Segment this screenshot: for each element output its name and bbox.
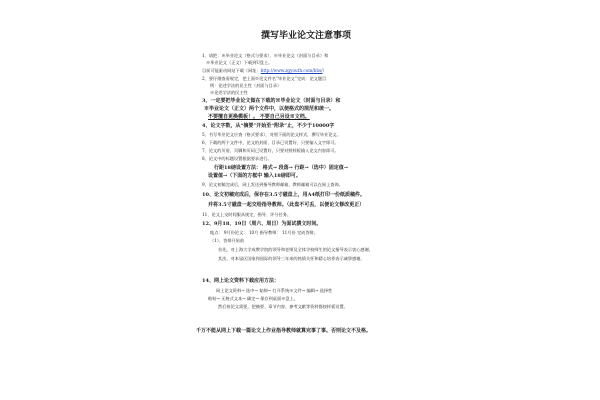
document-page — [196, 26, 416, 394]
document-line: （1）、答辩开始前 — [210, 238, 245, 243]
document-line: 粘贴→ 无格式文本→ 确定→ 保存到桌面※盘上。 — [208, 296, 298, 301]
document-line: 9、论文初稿完成后，网上发送到指导教师邮箱，教师邮箱可以在网上查询。 — [202, 182, 343, 187]
document-line: 3、一定要把毕业论文做在下载的※毕业论文（封面与目录）和 — [202, 98, 341, 104]
website-link[interactable]: http://www.zgyouth.com/bbs/ — [260, 68, 323, 73]
document-line: 其次，对本届区国家和国际的领导三年来的热情关怀和精心培养表示诚挚感谢。 — [218, 256, 365, 261]
document-line: 设置值→（下面的方框中 输入18磅即可。 — [208, 173, 301, 179]
document-line: 12、9月18、19日（周六、周日）为面试撰文时间。 — [202, 221, 322, 227]
document-line: 千万不能从网上下载一篇论文上作业指导教师就算完事了事。否则论文不及格。 — [196, 328, 372, 334]
document-line: ※毕业论文（正文）两个文件中，以便格式的规范和统一。 — [204, 106, 335, 112]
document-line: ※毕业论文（正文）下载到U盘上。 — [206, 60, 273, 65]
document-line: 10、论文初稿完成后，保存在3.5寸磁盘上，用A4纸打印一份纸质稿件。 — [202, 192, 366, 198]
document-title: 撰写毕业论文注意事项 — [260, 31, 351, 41]
document-line: 7、论文的页眉、页脚和页码已设置好，只要对照样板输入论文内容即可。 — [202, 148, 339, 153]
document-line: 例：论述学法的民主性（封面与目录） — [210, 83, 282, 88]
document-line: 地点： 9月份论文： 10月 指导教师： 11月份 完成答辩。 — [210, 230, 318, 235]
document-line: 2、要仔细查看规定，把上面※论文件名“毕业论文”完成：论文题目 — [202, 76, 327, 81]
document-line: 5、书写毕业论文应查（格式要求），对照下面的论文样式，撰写毕业论文。 — [202, 132, 341, 137]
document-line: ※论述学法的民主性 — [210, 90, 248, 95]
document-line: 网上论文资料→ 选中→ 复制→ 打开系统※文件→ 编辑→ 选择性 — [216, 288, 333, 293]
document-line: 8、论文中的标题设置根据要求进行。 — [202, 156, 272, 161]
document-line: 然后按论文需要，把摘要、章节内容、参考文献等资料都按样板设置。 — [218, 304, 348, 309]
document-line: 14、网上论文资料下载应用方法： — [202, 278, 279, 284]
document-line: 1、请把：※毕业论文（格式与要求）、※毕业论文（封面与目录）和 — [202, 53, 329, 58]
document-line: 11、论文上交时间服从规定，指导、评分任务。 — [202, 212, 292, 217]
document-line: 目前可能驱动网站下载（网址：http://www.zgyouth.com/bbs/） — [202, 68, 327, 73]
document-line: 行距18磅设置方法： 格式→ 段落→ 行距→（选中）固定值→ — [214, 165, 348, 171]
document-line: 不要擅自更换模板！。 不要自己另设※文档。 — [208, 114, 310, 120]
document-line: 6、下载的两个文件中，论文的封面、目录已设置好，只要输入文字即可。 — [202, 140, 339, 145]
document-line: 首先，对上海大学成教学院的领导和老师及全体学校师生的论文指导表示衷心感谢。 — [218, 247, 373, 252]
document-line: 并将3.5寸磁盘一起交给指导教师。（此盘不可丢，以便论文修改更正） — [208, 202, 365, 208]
document-line: 4、论文字数，从“摘要”开始至“附录”止，不少于10000字 — [202, 123, 335, 129]
